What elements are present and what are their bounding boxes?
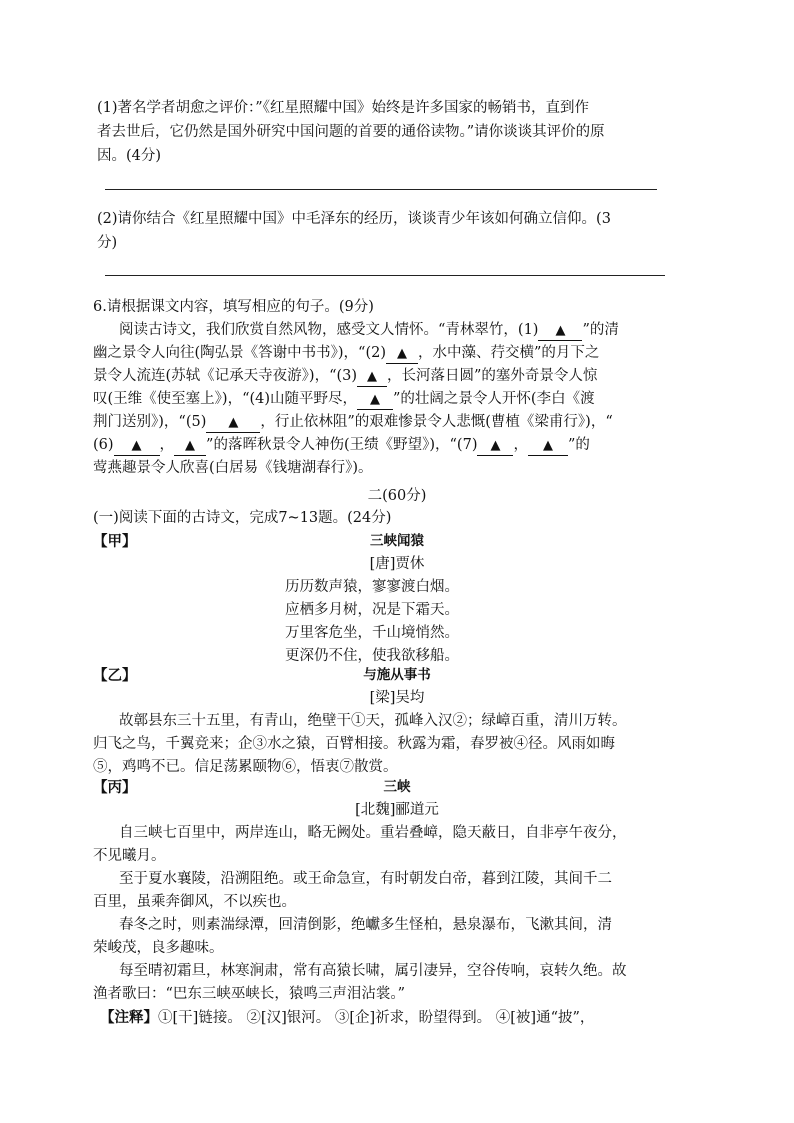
- q6-line5: 荆门送别》)，“(5) ▲ ，行止依林阻”的艰难惨景令人悲慨(曹植《梁甫行》)，“: [93, 411, 613, 434]
- triangle-icon: ▲: [131, 438, 142, 453]
- prose-line: 自三峡七百里中，两岸连山，略无阙处。重岩叠嶂，隐天蔽日，自非亭午夜分，: [119, 825, 627, 841]
- poem-line: 应栖多月树，况是下霜天。: [285, 602, 459, 618]
- passage-yi-author: [梁]吴均: [369, 690, 425, 706]
- notes-label: 【注释】: [100, 1009, 158, 1026]
- notes-text: ①[干]链接。 ②[汉]银河。 ③[企]祈求，盼望得到。 ④[被]通“披”，: [158, 1010, 595, 1026]
- triangle-icon: ▲: [397, 346, 408, 361]
- triangle-icon: ▲: [367, 369, 378, 384]
- q5-sub2-line1: (2)请你结合《红星照耀中国》中毛泽东的经历，谈谈青少年该如何确立信仰。(3: [97, 211, 611, 227]
- passage-bing-author: [北魏]郦道元: [355, 802, 439, 818]
- fill-blank-5[interactable]: [206, 413, 260, 433]
- passage-jia-author: [唐]贾休: [369, 556, 425, 572]
- fill-blank-7a[interactable]: [477, 436, 513, 456]
- answer-line-1[interactable]: [105, 189, 657, 190]
- prose-line: 春冬之时，则素湍绿潭，回清倒影，绝巘多生怪柏，悬泉瀑布，飞漱其间，清: [119, 917, 612, 933]
- prose-line: 渔者歌曰：“巴东三峡巫峡长，猿鸣三声泪沾裳。”: [93, 986, 406, 1002]
- passage-bing-tag: 【丙】: [93, 779, 137, 796]
- q6-line7: 莺燕趣景令人欣喜(白居易《钱塘湖春行》)。: [93, 460, 373, 476]
- triangle-icon: ▲: [370, 392, 381, 407]
- passage-yi-tag: 【乙】: [93, 667, 137, 684]
- prose-line: 荣峻茂，良多趣味。: [93, 940, 224, 956]
- passage-jia-tag: 【甲】: [93, 533, 137, 550]
- prose-line: 归飞之鸟，千翼竞来；企③水之猿，百臂相接。秋露为霜，春罗被④径。风雨如晦: [93, 736, 615, 752]
- poem-line: 更深仍不住，使我欲移船。: [285, 648, 459, 664]
- q6-line3: 景令人流连(苏轼《记承天寺夜游》)，“(3) ▲ ，长河落日圆”的塞外奇景令人惊: [93, 365, 597, 388]
- q5-sub1-line3: 因。(4分): [97, 148, 162, 164]
- prose-line: 每至晴初霜旦，林寒涧肃，常有高猿长啸，属引凄异，空谷传响，哀转久绝。故: [119, 963, 627, 979]
- prose-line: 百里，虽乘奔御风，不以疾也。: [93, 894, 296, 910]
- fill-blank-4[interactable]: [357, 390, 393, 410]
- passage-jia-title: 三峡闻猿: [370, 533, 424, 549]
- fill-blank-7b[interactable]: [528, 436, 568, 456]
- fill-blank-3[interactable]: [357, 367, 387, 387]
- prose-line: 不见曦月。: [93, 848, 166, 864]
- section2-heading: 二(60分): [367, 488, 427, 504]
- triangle-icon: ▲: [185, 438, 196, 453]
- fill-blank-2[interactable]: [386, 344, 418, 364]
- triangle-icon: ▲: [490, 438, 501, 453]
- fill-blank-6a[interactable]: [114, 436, 160, 456]
- triangle-icon: ▲: [542, 438, 553, 453]
- q6-line6: (6) ▲ ， ▲ ”的落晖秋景令人神伤(王绩《野望》)，“(7) ▲ ， ▲ ”的: [93, 434, 590, 457]
- q5-sub1-line2: 者去世后，它仍然是国外研究中国问题的首要的通俗读物。”请你谈谈其评价的原: [97, 124, 605, 140]
- q6-line1: 阅读古诗文，我们欣赏自然风物，感受文人情怀。“青林翠竹，(1) ▲ ”的清: [119, 319, 619, 342]
- prose-line: 至于夏水襄陵，沿溯阻绝。或王命急宣，有时朝发白帝，暮到江陵，其间千二: [119, 871, 612, 887]
- notes-line: [100, 1006, 594, 1030]
- answer-line-2[interactable]: [105, 275, 665, 276]
- passage-bing-title: 三峡: [383, 779, 411, 795]
- q5-sub2-line2: 分): [97, 235, 118, 251]
- triangle-icon: ▲: [555, 323, 566, 338]
- prose-line: 故鄣县东三十五里，有青山，绝壁干①天，孤峰入汉②；绿嶂百重，清川万转。: [119, 713, 627, 729]
- poem-line: 历历数声猿，寥寥渡白烟。: [285, 579, 459, 595]
- q5-sub1-line1: (1)著名学者胡愈之评价：”《红星照耀中国》始终是许多国家的畅销书，直到作: [97, 100, 589, 116]
- q6-title: 6.请根据课文内容，填写相应的句子。(9分): [93, 299, 374, 315]
- poem-line: 万里客危坐，千山境悄然。: [285, 625, 459, 641]
- fill-blank-1[interactable]: [538, 321, 582, 341]
- prose-line: ⑤，鸡鸣不已。信足荡累颐物⑥，悟衷⑦散赏。: [93, 759, 398, 775]
- q6-line4: 叹(王维《使至塞上》)，“(4)山随平野尽， ▲ ”的壮阔之景令人开怀(李白《渡: [93, 388, 595, 411]
- passage-yi-title: 与施从事书: [363, 667, 431, 683]
- triangle-icon: ▲: [228, 415, 239, 430]
- section2-intro: (一)阅读下面的古诗文，完成7~13题。(24分): [93, 510, 392, 526]
- fill-blank-6b[interactable]: [174, 436, 206, 456]
- q6-line2: 幽之景令人向往(陶弘景《答谢中书书》)，“(2) ▲ ，水中藻、荇交横”的月下之: [93, 342, 599, 365]
